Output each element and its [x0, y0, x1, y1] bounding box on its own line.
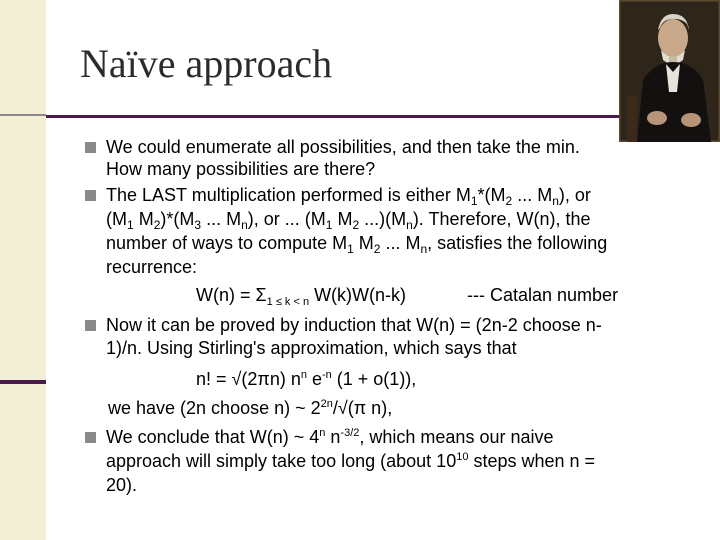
- recurrence-formula: $W(n) = \Sigma_{1 \le k < n}$ W(k)W(n-k): [196, 285, 407, 308]
- bullet-square-icon: [85, 320, 96, 331]
- bullet-2-line-1: The LAST multiplication performed is either $M_1*(M_2$ ... $M_n$), or: [106, 184, 591, 206]
- bullet-1-line-1: We could enumerate all possibilities, and then take the min.: [106, 136, 580, 158]
- panel-divider-top: [0, 114, 46, 116]
- bullet-square-icon: [85, 142, 96, 153]
- panel-divider-bottom: [0, 380, 46, 384]
- bullet-1-line-2: How many possibilities are there?: [106, 159, 376, 179]
- catalan-note: --- Catalan number: [467, 285, 619, 305]
- bullet-2-line-3: number of ways to compute $M_1$ $M_2$ ... $M_n$, satisfies the following: [106, 233, 608, 256]
- bullet-4-line-2: approach will simply take too long (about $10^{10}$ steps when n =: [106, 451, 596, 471]
- bullet-2-line-2: ($M_1$ $M_2)*(M_3$ ... $M_n$), or ... ($M_1$ $M_2$ $...)(M_n)$. Therefore, W(n), the: [106, 209, 591, 232]
- slide-title: Naïve approach: [80, 41, 333, 86]
- bullet-square-icon: [85, 432, 96, 443]
- portrait-image: [619, 0, 720, 142]
- bullet-3-line-2: 1)/n. Using Stirling's approximation, which says that: [106, 338, 517, 358]
- bullet-2-line-4: recurrence:: [106, 257, 198, 277]
- left-decor-panel: [0, 0, 46, 540]
- bullet-square-icon: [85, 190, 96, 201]
- bullet-4-line-1: We conclude that W(n) ~ 4$^n$ $n^{-3/2}$, which means our naive: [106, 426, 554, 448]
- stirling-formula: n! = √(2πn) $n^n$ $e^{-n}$ (1 + o(1)),: [196, 369, 417, 389]
- bullet-3-line-1: Now it can be proved by induction that W(n) = (2n-2 choose n-: [106, 314, 602, 336]
- bullet-4-line-3: 20).: [106, 475, 138, 495]
- binomial-estimate: we have (2n choose n) ~ $2^{2n}/√(\pi$ n),: [108, 398, 393, 418]
